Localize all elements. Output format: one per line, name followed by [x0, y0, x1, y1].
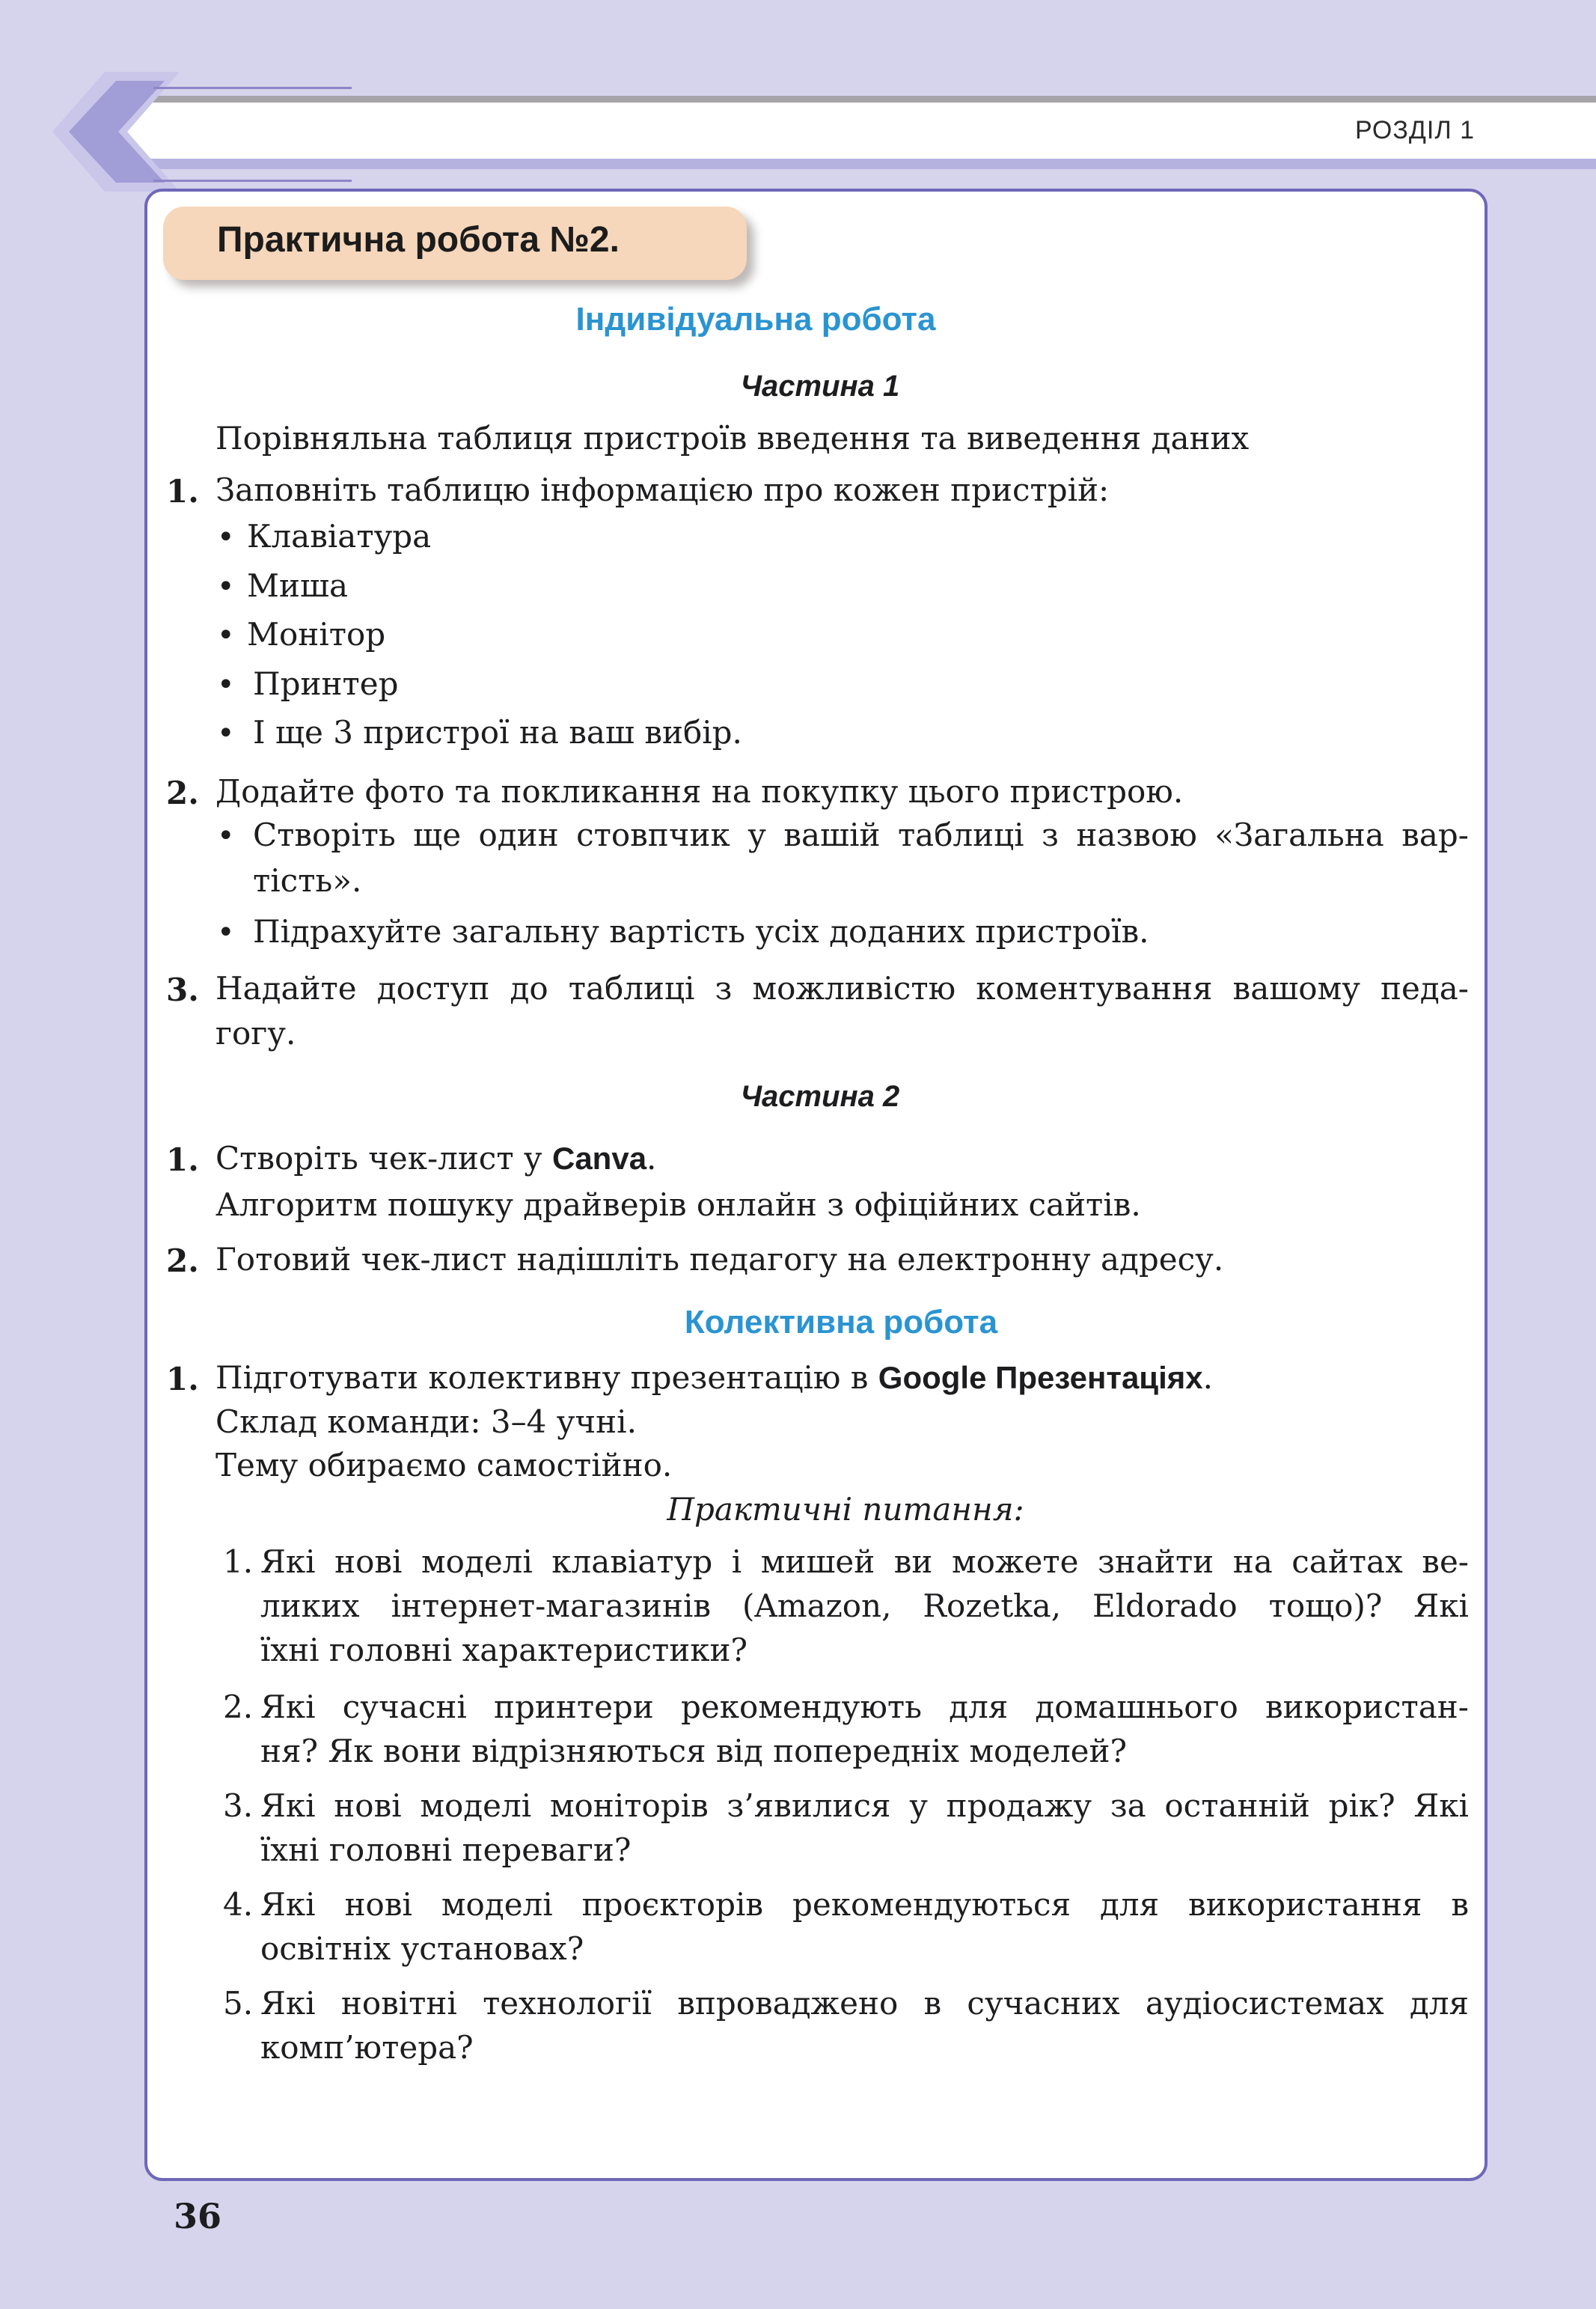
bullet-icon: •: [217, 915, 235, 950]
part1-item3-line2: гогу.: [215, 1015, 296, 1052]
part2-item1-line2: Алгоритм пошуку драйверів онлайн з офіційних сайтів.: [215, 1186, 1141, 1223]
collective-heading: Колективна робота: [684, 1304, 998, 1340]
question-line: їхні головні переваги?: [260, 1831, 632, 1868]
part1-heading: Частина 1: [740, 370, 900, 403]
part2-item2-text: Готовий чек-лист надішліть педагогу на електронну адресу.: [215, 1241, 1224, 1278]
list-item: Монітор: [247, 616, 386, 653]
questions-heading: Практичні питання:: [667, 1491, 1024, 1528]
question-line: Які нові моделі моніторів з’явилися у продажу за останній рік? Які: [260, 1787, 1469, 1824]
question-line: комп’ютера?: [260, 2029, 474, 2066]
app-name-canva: Canva: [551, 1141, 647, 1176]
page-number: 36: [174, 2196, 222, 2236]
part1-item2-number: 2.: [166, 775, 199, 811]
question-line: Які нові моделі проєкторів рекомендуються для використання в: [260, 1886, 1469, 1923]
question-line: ня? Як вони відрізняються від попередніх моделей?: [260, 1733, 1128, 1769]
header-line-bottom: [153, 180, 352, 182]
part1-item2-bullet1-line1: Створіть ще один стовпчик у вашій таблиці з назвою «Загальна вар-: [253, 817, 1469, 853]
list-item: Миша: [247, 567, 349, 604]
header-line-top: [153, 87, 352, 89]
question-line: ликих інтернет-магазинів (Amazon, Rozetka, Eldorado тощо)? Які: [260, 1587, 1469, 1624]
part1-item2-bullet1-line2: тість».: [253, 862, 362, 899]
chevron-left-icon: [45, 72, 180, 192]
part2-item2-number: 2.: [166, 1242, 199, 1279]
page-title: Практична робота №2.: [217, 220, 620, 260]
part1-intro: Порівняльна таблиця пристроїв введення та виведення даних: [215, 420, 1250, 457]
bullet-icon: •: [217, 716, 235, 751]
question-line: Які сучасні принтери рекомендують для домашнього використан-: [260, 1689, 1469, 1725]
part1-item1-number: 1.: [166, 473, 199, 510]
bullet-icon: •: [217, 668, 235, 702]
collective-item1-text: Підготувати колективну презентацію в Google Презентаціях.: [215, 1359, 1214, 1396]
part1-item3-line1: Надайте доступ до таблиці з можливістю коментування вашому педа-: [215, 970, 1469, 1007]
question-line: освітніх установах?: [260, 1930, 584, 1967]
header-band: [150, 159, 1596, 169]
question-number: 3.: [223, 1787, 254, 1824]
list-item: Принтер: [253, 665, 399, 702]
app-name-google-slides: Google Презентаціях: [878, 1360, 1203, 1395]
question-number: 5.: [223, 1985, 254, 2022]
bullet-icon: •: [217, 819, 235, 853]
list-item: Клавіатура: [247, 518, 432, 555]
individual-heading: Індивідуальна робота: [575, 301, 936, 338]
question-line: Які нові моделі клавіатур і мишей ви можете знайти на сайтах ве-: [260, 1543, 1469, 1580]
team-size: Склад команди: 3–4 учні.: [215, 1403, 637, 1440]
section-label: РОЗДІЛ 1: [1354, 116, 1475, 144]
part1-item3-number: 3.: [166, 972, 199, 1008]
part2-heading: Частина 2: [740, 1080, 900, 1113]
topic-note: Тему обираємо самостійно.: [215, 1447, 673, 1483]
question-line: їхні головні характеристики?: [260, 1632, 747, 1668]
question-number: 2.: [223, 1689, 254, 1725]
collective-item1-number: 1.: [166, 1361, 199, 1397]
list-item: І ще 3 пристрої на ваш вибір.: [253, 714, 742, 751]
part2-item1-number: 1.: [166, 1141, 199, 1178]
bullet-icon: •: [217, 520, 235, 555]
question-line: Які новітні технології впроваджено в сучасних аудіосистемах для: [260, 1985, 1469, 2022]
question-number: 1.: [223, 1543, 254, 1580]
part1-item2-text: Додайте фото та покликання на покупку цього пристрою.: [215, 773, 1184, 810]
part1-item1-text: Заповніть таблицю інформацією про кожен пристрій:: [215, 472, 1110, 508]
bullet-icon: •: [217, 618, 235, 653]
bullet-icon: •: [217, 570, 235, 604]
part1-item2-bullet2: Підрахуйте загальну вартість усіх доданих пристроїв.: [253, 913, 1149, 950]
question-number: 4.: [223, 1886, 254, 1923]
part2-item1-text: Створіть чек-лист у Canva.: [215, 1140, 657, 1177]
